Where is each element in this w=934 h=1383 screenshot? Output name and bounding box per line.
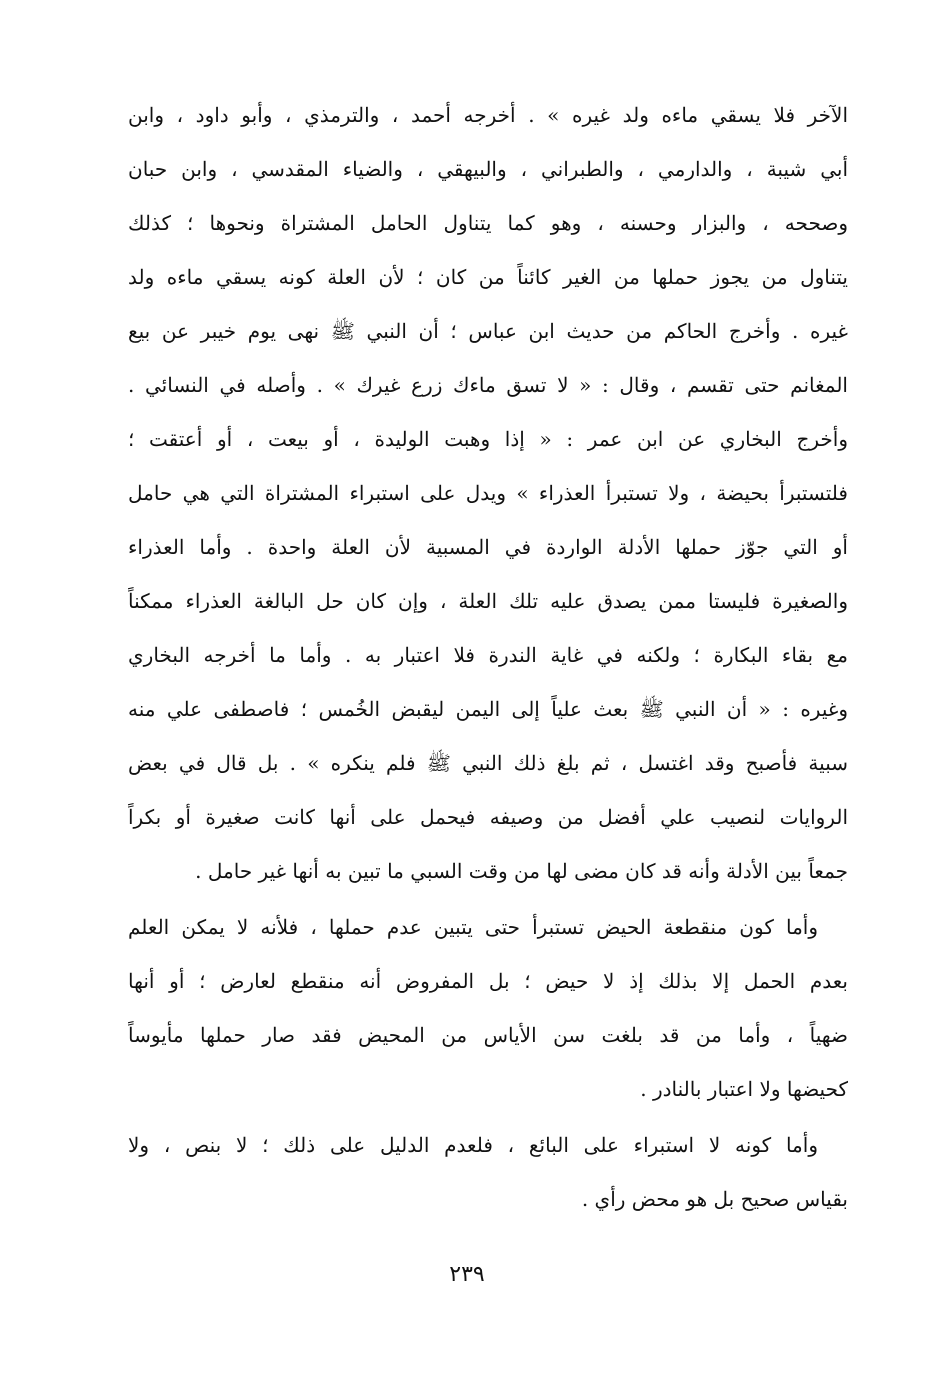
paragraph-1 <box>128 88 848 898</box>
text-line: بعدم الحمل إلا بذلك إذ لا حيض ؛ بل المفروض أنه منقطع لعارض ؛ أو أنها <box>128 969 848 993</box>
text-line: وغيره : « أن النبي ﷺ بعث علياً إلى اليمن ليقبض الخُمس ؛ فاصطفى علي منه <box>128 697 848 721</box>
text-line: المغانم حتى تقسم ، وقال : « لا تسق ماءك زرع غيرك » . وأصله في النسائي . <box>128 373 848 397</box>
page-number: ٢٣٩ <box>449 1262 485 1287</box>
text-line: والصغيرة فليستا ممن يصدق عليه تلك العلة ، وإن كان حل البالغة العذراء ممكناً <box>128 589 848 613</box>
paragraph-2 <box>128 900 848 1116</box>
text-line: وأخرج البخاري عن ابن عمر : « إذا وهبت الوليدة ، أو بيعت ، أو أعتقت ؛ <box>128 427 848 451</box>
text-line: وصححه ، والبزار وحسنه ، وهو كما يتناول الحامل المشتراة ونحوها ؛ كذلك <box>128 211 848 235</box>
text-line: مع بقاء البكارة ؛ ولكنه في غاية الندرة فلا اعتبار به . وأما ما أخرجه البخاري <box>128 643 848 667</box>
text-line: جمعاً بين الأدلة وأنه قد كان مضى لها من وقت السبي ما تبين به أنها غير حامل . <box>195 859 848 883</box>
text-line: فلتستبرأ بحيضة ، ولا تستبرأ العذراء » ويدل على استبراء المشتراة التي هي حامل <box>128 481 848 505</box>
text-line: بقياس صحيح بل هو محض رأي . <box>581 1187 848 1211</box>
text-line: الآخر فلا يسقي ماءه ولد غيره » . أخرجه أحمد ، والترمذي ، وأبو داود ، وابن <box>128 103 848 127</box>
text-line: أو التي جوّز حملها الأدلة الواردة في المسبية لأن العلة واحدة . وأما العذراء <box>128 535 848 559</box>
text-line: الروايات لنصيب علي أفضل من وصيفه فيحمل على أنها كانت صغيرة أو بكراً <box>128 805 848 829</box>
text-line: كحيضها ولا اعتبار بالنادر . <box>640 1077 848 1101</box>
paragraph-3 <box>128 1118 848 1226</box>
text-line: غيره . وأخرج الحاكم من حديث ابن عباس ؛ أن النبي ﷺ نهى يوم خيبر عن بيع <box>128 319 848 343</box>
text-line: وأما كون منقطعة الحيض تستبرأ حتى يتبين عدم حملها ، فلأنه لا يمكن العلم <box>128 915 818 939</box>
body-text <box>128 88 848 1226</box>
text-line: أبي شيبة ، والدارمي ، والطبراني ، والبيهقي ، والضياء المقدسي ، وابن حبان <box>128 157 848 181</box>
text-line: ضهياً ، وأما من قد بلغت سن الأياس من المحيض فقد صار حملها مأيوساً <box>128 1023 848 1047</box>
text-line: يتناول من يجوز حملها من الغير كائناً من كان ؛ لأن العلة كونه يسقي ماءه ولد <box>128 265 848 289</box>
text-line: وأما كونه لا استبراء على البائع ، فلعدم الدليل على ذلك ؛ لا بنص ، ولا <box>128 1133 818 1157</box>
text-line: سبية فأصبح وقد اغتسل ، ثم بلغ ذلك النبي ﷺ فلم ينكره » . بل قال في بعض <box>128 751 848 775</box>
